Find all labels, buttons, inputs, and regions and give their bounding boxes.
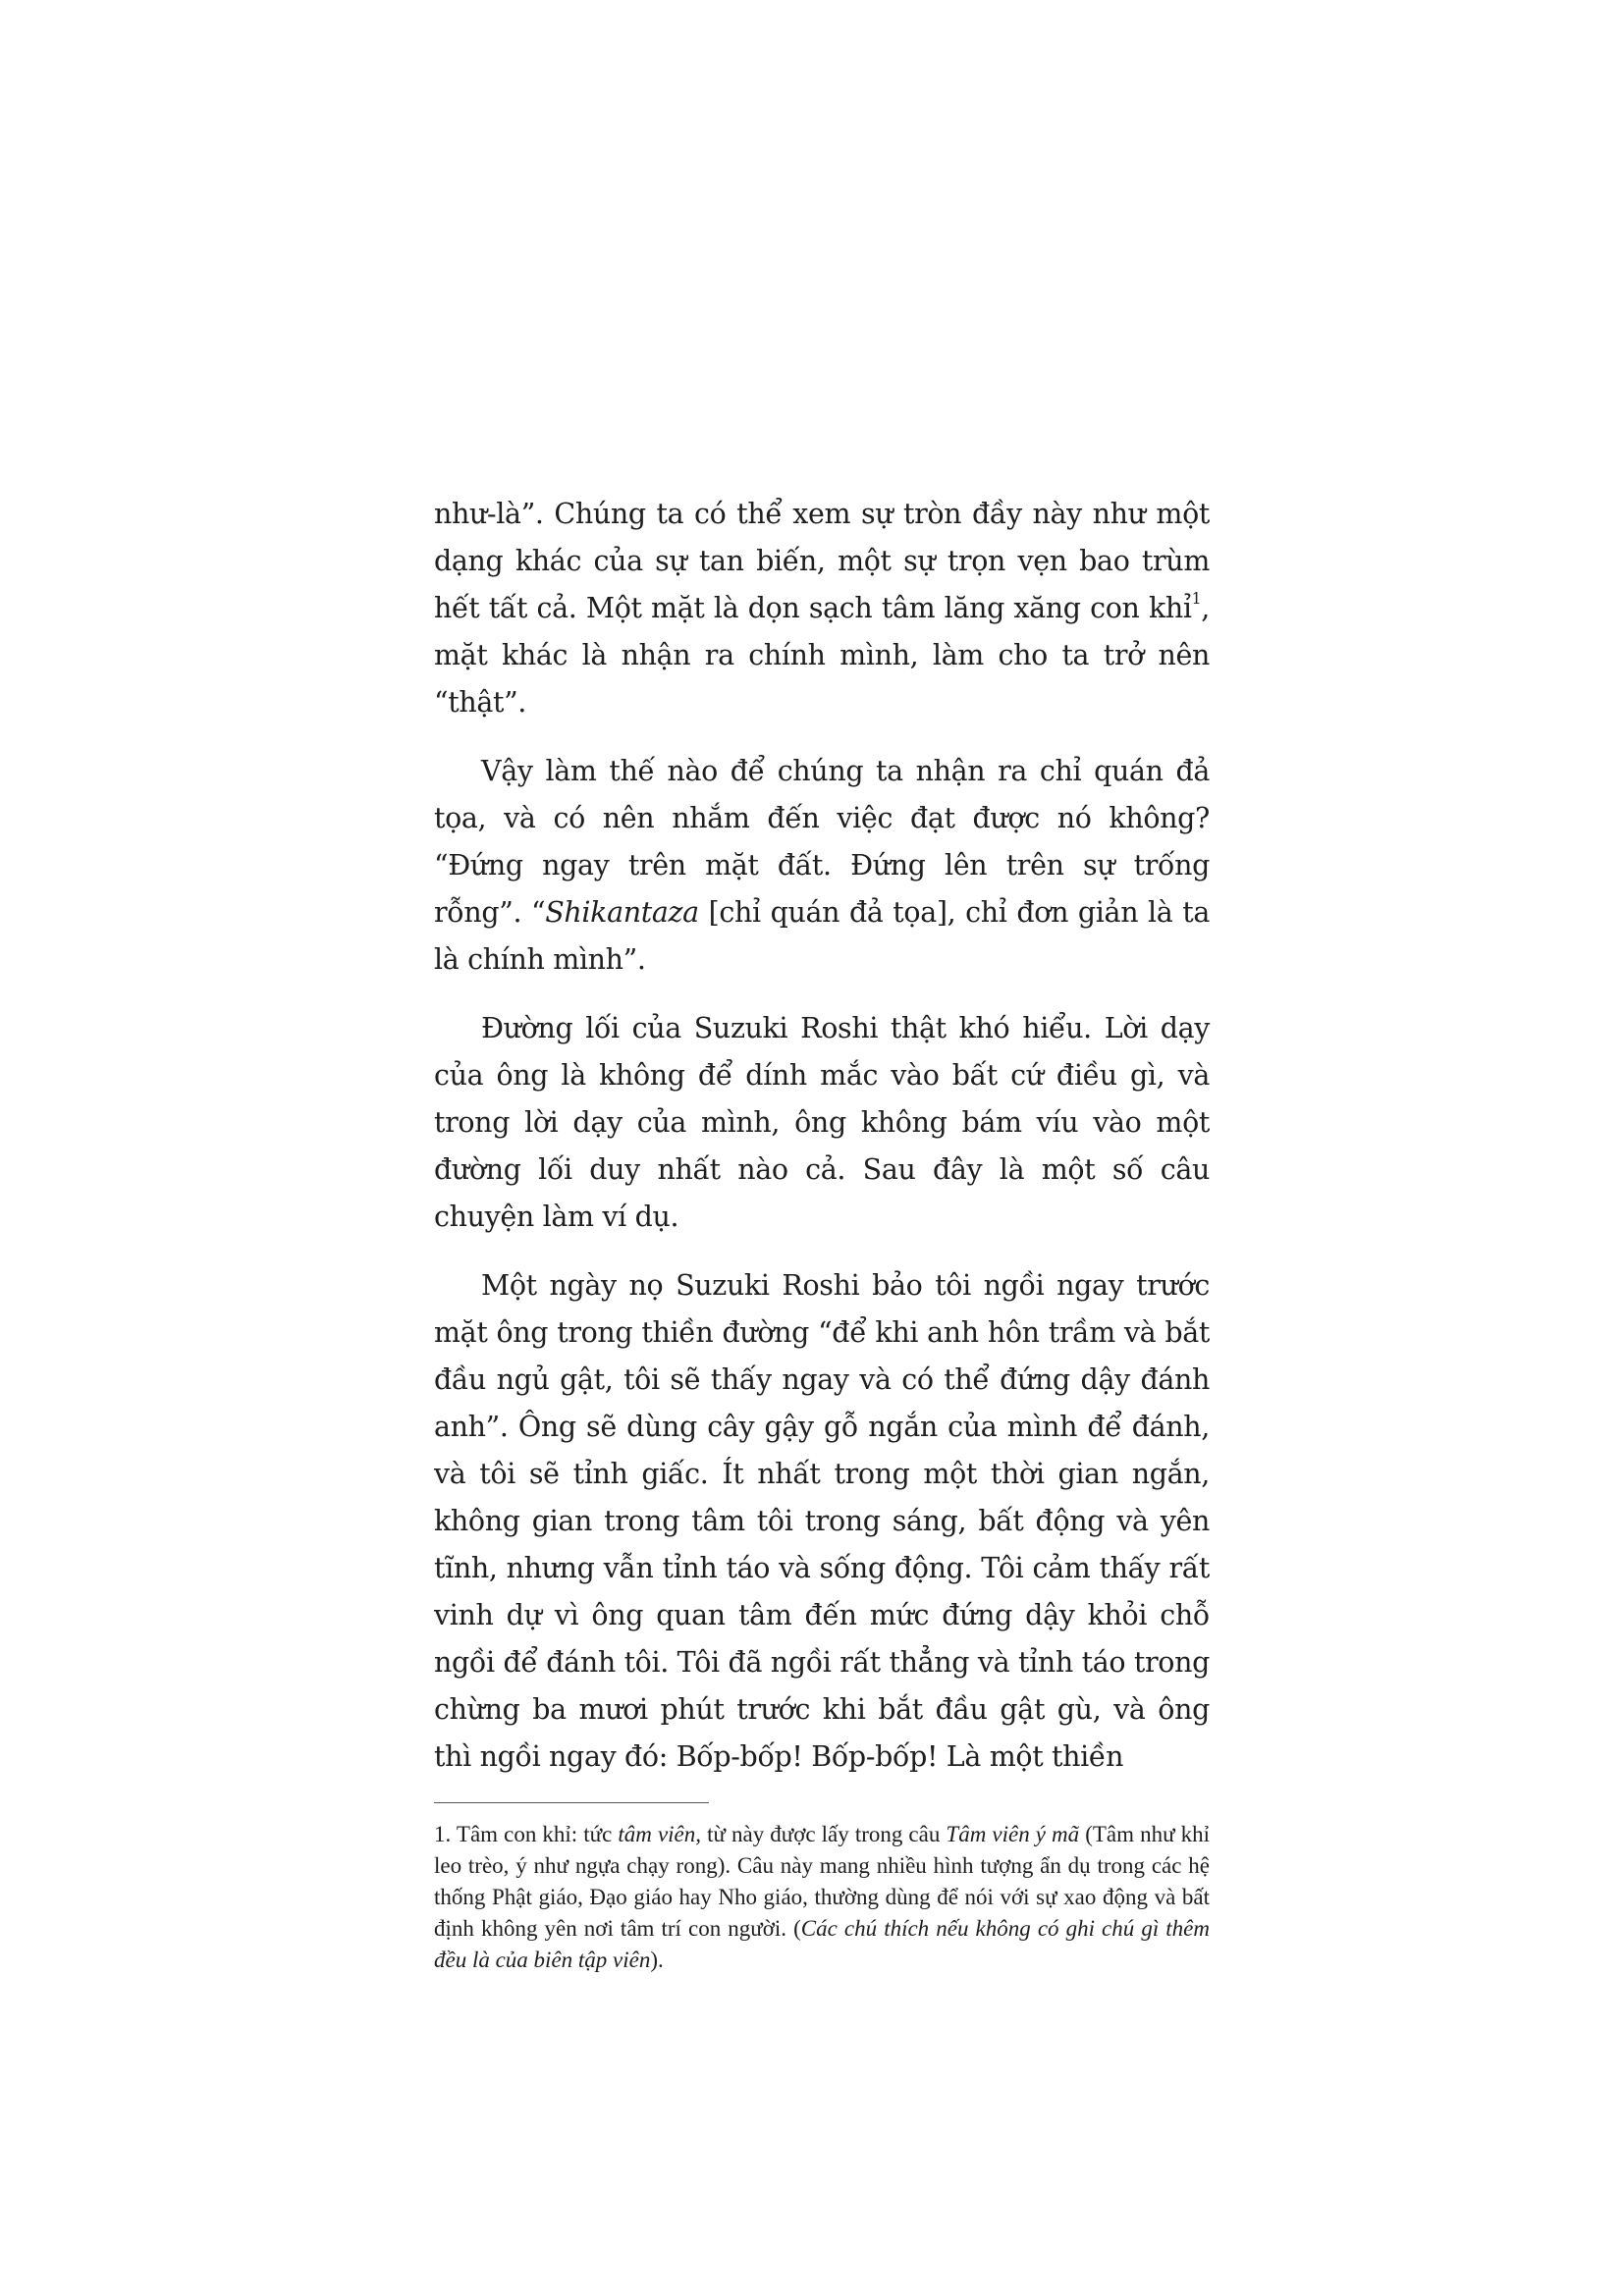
- body-text: [434, 491, 1210, 1976]
- footnote-number: 1.: [434, 1822, 457, 1846]
- footnote-text-c: (Tâm như khỉ leo trèo, ý như ngựa chạy rong). Câu này mang nhiều hình tượng ẩn dụ trong các hệ thống Phật giáo, Đạo giáo hay Nho giáo, thường dùng để nói với sự xao động và bất định không yên nơi tâm trí con người. (: [434, 1822, 1211, 1941]
- footnote-text-b: từ này được lấy trong câu: [701, 1822, 947, 1846]
- paragraph-3: Đường lối của Suzuki Roshi thật khó hiểu. Lời dạy của ông là không để dính mắc vào bất cứ điều gì, và trong lời dạy của mình, ông không bám víu vào một đường lối duy nhất nào cả. Sau đây là một số câu chuyện làm ví dụ.: [434, 1012, 1210, 1233]
- footnote-divider: [434, 1802, 709, 1803]
- footnote-text-a: Tâm con khỉ: tức: [456, 1822, 619, 1846]
- footnote-italic-a: tâm viên,: [618, 1822, 701, 1846]
- paragraph-2-text-a: Vậy làm thế nào để chúng ta nhận ra chỉ quán đả tọa, và có nên nhắm đến việc đạt được nó không? “Đứng ngay trên mặt đất. Đứng lên trên sự trống rỗng”. “: [434, 755, 1210, 929]
- footnote-reference: 1: [1191, 588, 1202, 608]
- paragraph-1-text-b: , mặt khác là nhận ra chính mình, làm cho ta trở nên “thật”.: [434, 592, 1210, 719]
- footnote-italic-c: Các chú thích nếu không có ghi chú gì thêm đều là của biên tập viên: [434, 1916, 1211, 1972]
- paragraph-1: [434, 491, 1210, 726]
- paragraph-1-text-a: như-là”. Chúng ta có thể xem sự tròn đầy này như một dạng khác của sự tan biến, một sự trọn vẹn bao trùm hết tất cả. Một mặt là dọn sạch tâm lăng xăng con khỉ: [434, 498, 1210, 624]
- paragraph-2: [434, 748, 1210, 984]
- footnote-text-d: ).: [650, 1948, 664, 1972]
- footnote-1: [434, 1819, 1210, 1976]
- footnote-italic-b: Tâm viên ý mã: [946, 1822, 1080, 1846]
- paragraph-2-text-b: [chỉ quán đả tọa], chỉ đơn giản là ta là chính mình”.: [434, 896, 1210, 976]
- paragraph-2-italic-term: Shikantaza: [545, 896, 699, 929]
- paragraph-4: Một ngày nọ Suzuki Roshi bảo tôi ngồi ngay trước mặt ông trong thiền đường “để khi anh hôn trầm và bắt đầu ngủ gật, tôi sẽ thấy ngay và có thể đứng dậy đánh anh”. Ông sẽ dùng cây gậy gỗ ngắn của mình để đánh, và tôi sẽ tỉnh giấc. Ít nhất trong một thời gian ngắn, không gian trong tâm tôi trong sáng, bất động và yên tĩnh, nhưng vẫn tỉnh táo và sống động. Tôi cảm thấy rất vinh dự vì ông quan tâm đến mức đứng dậy khỏi chỗ ngồi để đánh tôi. Tôi đã ngồi rất thẳng và tỉnh táo trong chừng ba mươi phút trước khi bắt đầu gật gù, và ông thì ngồi ngay đó: Bốp-bốp! Bốp-bốp! Là một thiền: [434, 1269, 1210, 1773]
